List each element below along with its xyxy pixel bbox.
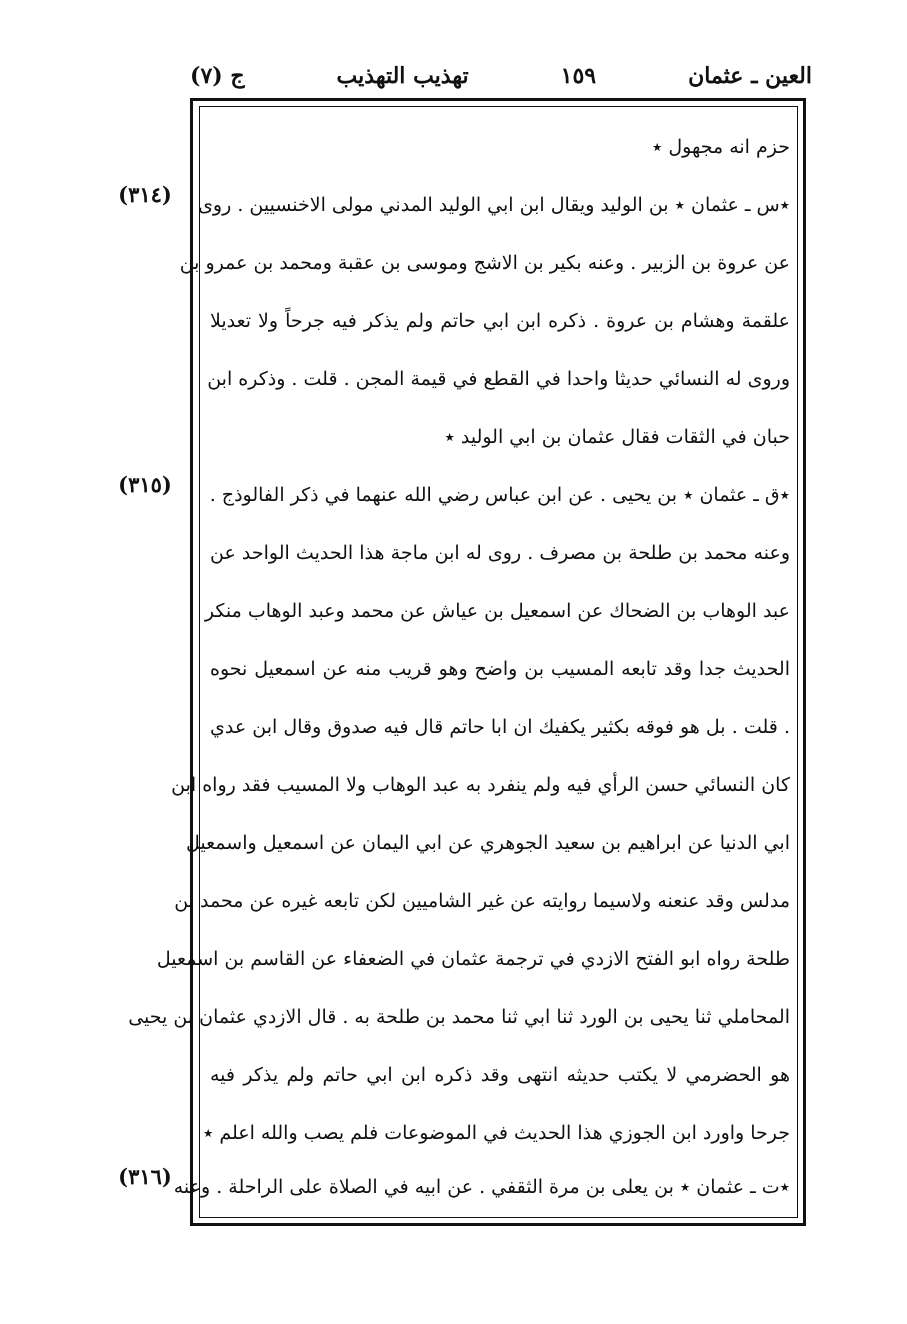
entry-number: (٣١٦) — [118, 1164, 172, 1189]
entry-number: (٣١٥) — [118, 472, 172, 497]
text-line: عن عروة بن الزبير . وعنه بكير بن الاشج وموسى بن عقبة ومحمد بن عمرو بن — [179, 252, 790, 274]
text-line: الحديث جدا وقد تابعه المسيب بن واضح وهو قريب منه عن اسمعيل نحوه — [210, 658, 790, 680]
page-number: ١٥٩ — [560, 63, 597, 89]
text-line: ٭ق ـ عثمان ٭ بن يحيى . عن ابن عباس رضي الله عنهما في ذكر الفالوذج . — [209, 484, 790, 506]
page-header — [190, 58, 812, 94]
text-line: ٭س ـ عثمان ٭ بن الوليد ويقال ابن ابي الوليد المدني مولى الاخنسيين . روى — [198, 194, 790, 216]
text-line: وروى له النسائي حديثا واحدا في القطع في قيمة المجن . قلت . وذكره ابن — [207, 368, 790, 390]
text-line: المحاملي ثنا يحيى بن الورد ثنا ابي ثنا محمد بن طلحة به . قال الازدي عثمان بن يحيى — [128, 1006, 790, 1028]
text-line: وعنه محمد بن طلحة بن مصرف . روى له ابن ماجة هذا الحديث الواحد عن — [210, 542, 790, 564]
text-line: مدلس وقد عنعنه ولاسيما روايته عن غير الشاميين لكن تابعه غيره عن محمد بن — [174, 890, 790, 912]
text-line: جرحا واورد ابن الجوزي هذا الحديث في الموضوعات فلم يصب والله اعلم ٭ — [202, 1122, 790, 1144]
text-line: ٭ت ـ عثمان ٭ بن يعلى بن مرة الثقفي . عن ابيه في الصلاة على الراحلة . وعنه — [173, 1176, 790, 1198]
text-line: كان النسائي حسن الرأي فيه ولم ينفرد به عبد الوهاب ولا المسيب فقد رواه ابن — [171, 774, 790, 796]
volume-label: ج (٧) — [190, 63, 245, 89]
book-title: تهذيب التهذيب — [336, 63, 469, 89]
text-line: . قلت . بل هو فوقه بكثير يكفيك ان ابا حاتم قال فيه صدوق وقال ابن عدي — [210, 716, 790, 738]
section-title: العين ـ عثمان — [688, 63, 812, 89]
text-line: حبان في الثقات فقال عثمان بن ابي الوليد ٭ — [444, 426, 790, 448]
text-line: علقمة وهشام بن عروة . ذكره ابن ابي حاتم ولم يذكر فيه جرحاً ولا تعديلا — [210, 310, 790, 332]
text-line: حزم انه مجهول ٭ — [651, 136, 790, 158]
entry-number: (٣١٤) — [118, 182, 172, 207]
text-line: هو الحضرمي لا يكتب حديثه انتهى وقد ذكره ابن ابي حاتم ولم يذكر فيه — [210, 1064, 790, 1086]
text-line: عبد الوهاب بن الضحاك عن اسمعيل بن عياش عن محمد وعبد الوهاب منكر — [204, 600, 790, 622]
text-line: ابي الدنيا عن ابراهيم بن سعيد الجوهري عن ابي اليمان عن اسمعيل واسمعيل — [186, 832, 790, 854]
text-line: طلحة رواه ابو الفتح الازدي في ترجمة عثمان في الضعفاء عن القاسم بن اسمعيل — [156, 948, 790, 970]
